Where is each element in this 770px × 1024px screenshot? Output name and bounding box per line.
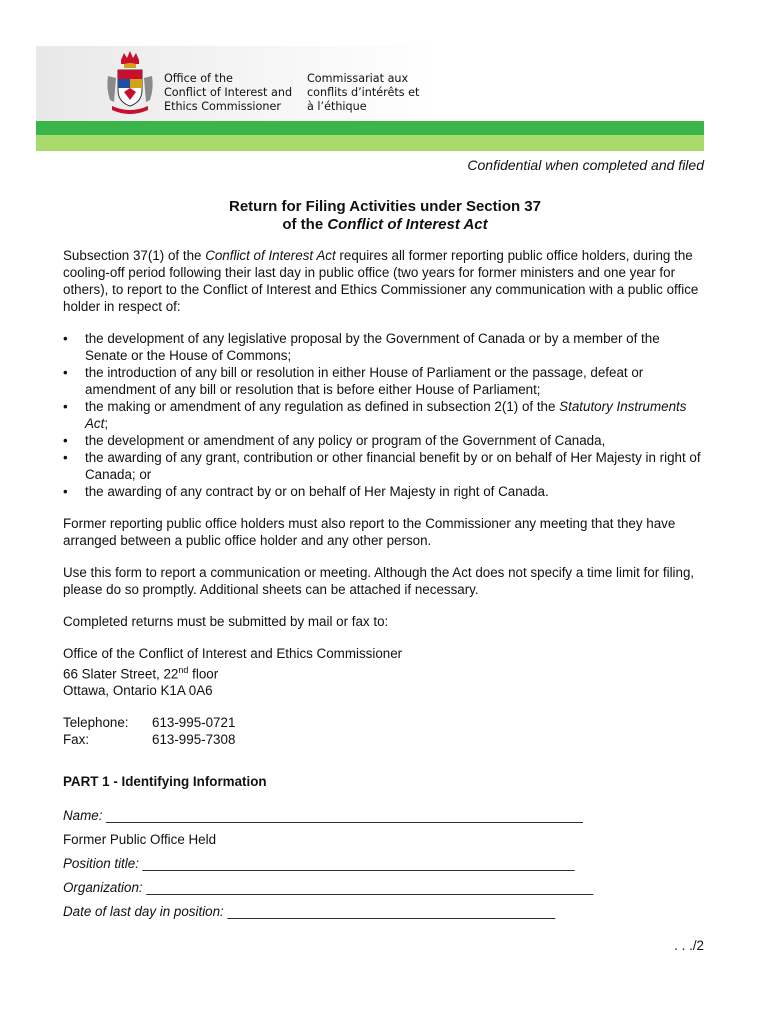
list-item: • the introduction of any bill or resolution in either House of Parliament or the passage, defeat or amendment of any bill or resolution that is before either House of Parliament; [63,364,703,398]
telephone-value: 613-995-0721 [152,715,236,731]
activities-list [63,330,703,500]
mailing-address [63,645,703,699]
intro-pre: Subsection 37(1) of the [63,248,206,263]
intro-post: requires all former reporting public office holders, during the cooling-off period following their last day in public office (two years for former ministers and one year for others), to report to the Conflict of Interest and Ethics Commissioner any communication with a public office holder in respect of: [63,248,699,314]
header-light-green-stripe [36,135,704,151]
header-org-english [164,72,292,114]
list-item: • the awarding of any grant, contribution or other financial benefit by or on behalf of Her Majesty in right of Canada; or [63,449,703,483]
organization-field[interactable] [63,879,703,896]
address-floor: floor [188,666,219,682]
intro-act-name: Conflict of Interest Act [205,248,336,263]
telephone-label: Telephone: [63,715,129,731]
org-fr-line: à l’éthique [307,100,367,113]
last-day-field[interactable] [63,903,703,920]
title-line-1: Return for Filing Activities under Section 37 [229,198,541,215]
address-street: 66 Slater Street, 22 [63,666,179,682]
address-ordinal: nd [178,665,189,675]
list-item: • the development or amendment of any policy or program of the Government of Canada, [63,432,703,449]
address-line-3: Ottawa, Ontario K1A 0A6 [63,683,213,699]
org-fr-line: Commissariat aux [307,72,409,85]
part1-heading: PART 1 - Identifying Information [63,774,267,790]
title-act-name: Conflict of Interest Act [327,216,488,233]
title-prefix: of the [282,216,328,233]
form-use-paragraph: Use this form to report a communication or meeting. Although the Act does not specify a time limit for filing, please do so promptly. Additional sheets can be attached if necessary. [63,565,695,597]
document-title [0,198,770,234]
statutory-act-name: Statutory Instruments Act [85,399,687,431]
header-green-stripe [36,121,704,135]
position-title-field[interactable] [63,855,703,872]
fax-label: Fax: [63,732,90,748]
page-number: . . ./2 [674,938,704,953]
fax-value: 613-995-7308 [152,732,236,748]
header-org-french [307,72,419,114]
org-fr-line: conflits d’intérêts et [307,86,420,99]
position-title-line[interactable]: __________________________________________________________ [138,856,575,872]
contact-info [63,714,703,748]
position-title-label: Position title: [63,856,139,872]
title-line-2 [0,216,770,234]
organization-line[interactable]: ____________________________________________________________ [142,880,594,896]
meetings-paragraph: Former reporting public office holders must also report to the Commissioner any meeting that they have arranged between a public office holder and any other person. [63,516,676,548]
address-line-1: Office of the Conflict of Interest and Ethics Commissioner [63,646,403,661]
former-office-heading: Former Public Office Held [63,832,217,848]
submit-paragraph: Completed returns must be submitted by mail or fax to: [63,614,389,629]
address-line-2 [63,662,703,682]
list-item-text: the making or amendment of any regulation as defined in subsection 2(1) of the [85,399,560,414]
org-en-line: Office of the [164,72,233,85]
organization-label: Organization: [63,880,143,896]
org-en-line: Conflict of Interest and [164,86,293,99]
name-field[interactable] [63,807,703,824]
list-item-suffix: ; [104,416,109,431]
list-item [63,398,703,432]
last-day-line[interactable]: ____________________________________________ [223,904,556,920]
intro-paragraph [63,247,703,315]
name-label: Name: [63,808,103,824]
name-line[interactable]: ________________________________________________________________ [102,808,583,824]
document-body [63,247,703,927]
list-item: • the awarding of any contract by or on behalf of Her Majesty in right of Canada. [63,483,703,500]
org-en-line: Ethics Commissioner [164,100,281,113]
list-item: • the development of any legislative proposal by the Government of Canada or by a member of the Senate or the House of Commons; [63,330,703,364]
confidential-note: Confidential when completed and filed [467,157,704,173]
coat-of-arms-icon [104,50,156,116]
last-day-label: Date of last day in position: [63,904,224,920]
